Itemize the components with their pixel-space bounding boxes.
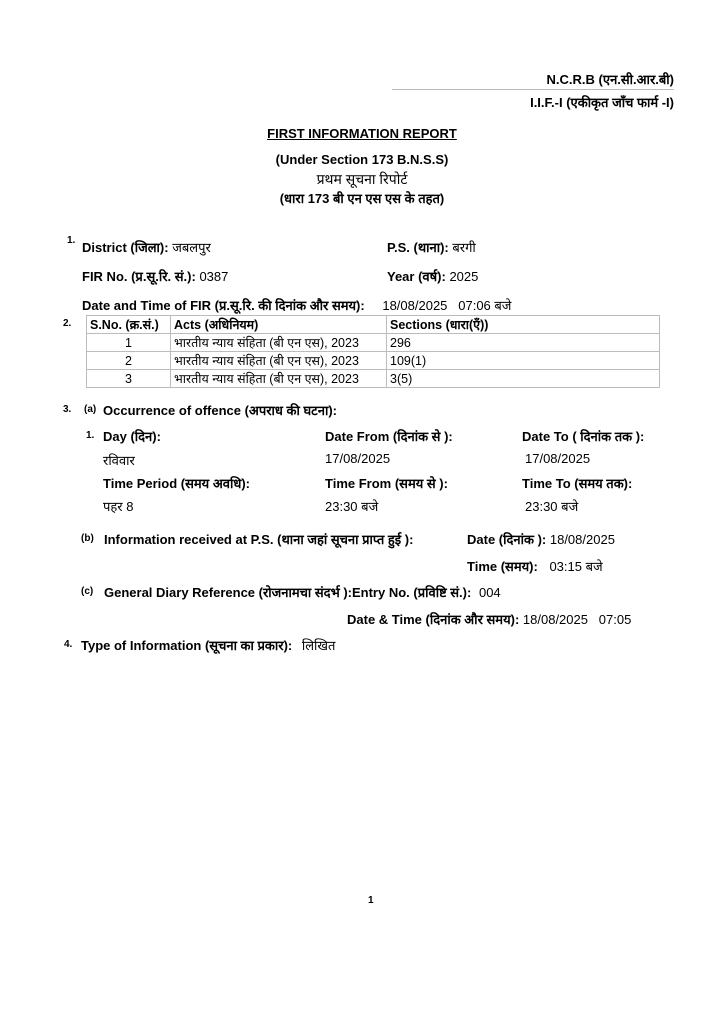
time-period-value: पहर 8	[103, 499, 134, 514]
date-to-value: 17/08/2025	[525, 451, 591, 466]
info-time-value: 03:15 बजे	[549, 559, 603, 574]
district-label: District (जिला):	[82, 240, 169, 255]
section-3-number: 3.	[63, 404, 72, 415]
info-received-label: Information received at P.S. (थाना जहां सूचना प्राप्त हुई ):	[104, 532, 414, 547]
year-label: Year (वर्ष):	[387, 269, 446, 284]
district-field	[82, 238, 211, 256]
gd-datetime-label: Date & Time (दिनांक और समय):	[347, 612, 520, 627]
table-row	[87, 352, 660, 370]
sno-header: S.No. (क्र.सं.)	[87, 316, 171, 334]
entry-number-label: Entry No. (प्रविष्टि सं.):	[351, 585, 472, 600]
info-time-label: Time (समय):	[467, 559, 538, 574]
report-title: FIRST INFORMATION REPORT	[267, 126, 457, 141]
year-field	[387, 267, 478, 285]
acts-table	[86, 315, 660, 388]
info-time-field	[467, 557, 603, 575]
fir-datetime-label: Date and Time of FIR (प्र.सू.रि. की दिनांक और समय):	[82, 298, 365, 313]
general-diary-field	[104, 583, 501, 601]
fir-number-field	[82, 267, 228, 285]
time-from-value: 23:30 बजे	[325, 499, 379, 514]
row-act: भारतीय न्याय संहिता (बी एन एस), 2023	[171, 370, 387, 388]
entry-number-value: 004	[478, 585, 501, 600]
year-value: 2025	[449, 269, 479, 284]
acts-header: Acts (अधिनियम)	[171, 316, 387, 334]
iif-label: I.I.F.-I (एकीकृत जाँच फार्म -I)	[530, 95, 674, 110]
table-row	[87, 370, 660, 388]
sections-header: Sections (धारा(एँ))	[387, 316, 660, 334]
row-sno: 2	[87, 352, 171, 370]
section-2-number: 2.	[63, 318, 72, 329]
header-divider	[392, 89, 674, 90]
time-to-value: 23:30 बजे	[525, 499, 579, 514]
info-date-label: Date (दिनांक ):	[467, 532, 547, 547]
type-of-information-value: लिखित	[301, 638, 336, 653]
gd-datetime-field	[347, 610, 631, 628]
day-value: रविवार	[103, 453, 135, 468]
row-sno: 3	[87, 370, 171, 388]
police-station-value: बरगी	[452, 240, 476, 255]
ncrb-label: N.C.R.B (एन.सी.आर.बी)	[546, 72, 674, 87]
day-label: Day (दिन):	[103, 429, 161, 444]
sub-a-label: (a)	[84, 404, 97, 415]
fir-number-value: 0387	[199, 269, 229, 284]
type-of-information-field	[81, 636, 335, 654]
sub-c-label: (c)	[81, 586, 94, 597]
row-act: भारतीय न्याय संहिता (बी एन एस), 2023	[171, 352, 387, 370]
date-from-label: Date From (दिनांक से ):	[325, 429, 453, 444]
police-station-label: P.S. (थाना):	[387, 240, 449, 255]
time-from-label: Time From (समय से ):	[325, 476, 448, 491]
report-under-section: (Under Section 173 B.N.S.S)	[275, 152, 449, 167]
row-sno: 1	[87, 334, 171, 352]
page-number: 1	[368, 895, 374, 906]
report-hindi-title: प्रथम सूचना रिपोर्ट	[316, 171, 408, 187]
occurrence-label: Occurrence of offence (अपराध की घटना):	[103, 403, 337, 418]
occurrence-sub-number: 1.	[86, 430, 95, 441]
sub-b-label: (b)	[81, 533, 94, 544]
fir-datetime-field	[82, 296, 511, 314]
section-1-number: 1.	[67, 235, 76, 246]
row-act: भारतीय न्याय संहिता (बी एन एस), 2023	[171, 334, 387, 352]
police-station-field	[387, 238, 476, 256]
time-period-label: Time Period (समय अवधि):	[103, 476, 251, 491]
general-diary-label: General Diary Reference (रोजनामचा संदर्भ ):	[104, 585, 352, 600]
district-value: जबलपुर	[172, 240, 211, 255]
row-section: 3(5)	[387, 370, 660, 388]
time-to-label: Time To (समय तक):	[522, 476, 633, 491]
acts-table-header	[87, 316, 660, 334]
type-of-information-label: Type of Information (सूचना का प्रकार):	[81, 638, 293, 653]
row-section: 296	[387, 334, 660, 352]
report-hindi-section: (धारा 173 बी एन एस एस के तहत)	[279, 191, 445, 206]
info-date-field	[467, 530, 615, 548]
info-date-value: 18/08/2025	[549, 532, 615, 547]
row-section: 109(1)	[387, 352, 660, 370]
section-4-number: 4.	[64, 639, 73, 650]
date-from-value: 17/08/2025	[325, 451, 391, 466]
table-row	[87, 334, 660, 352]
date-to-label: Date To ( दिनांक तक ):	[522, 429, 645, 444]
fir-number-label: FIR No. (प्र.सू.रि. सं.):	[82, 269, 196, 284]
fir-datetime-value: 18/08/2025 07:06 बजे	[382, 298, 512, 313]
gd-datetime-value: 18/08/2025 07:05	[522, 612, 632, 627]
